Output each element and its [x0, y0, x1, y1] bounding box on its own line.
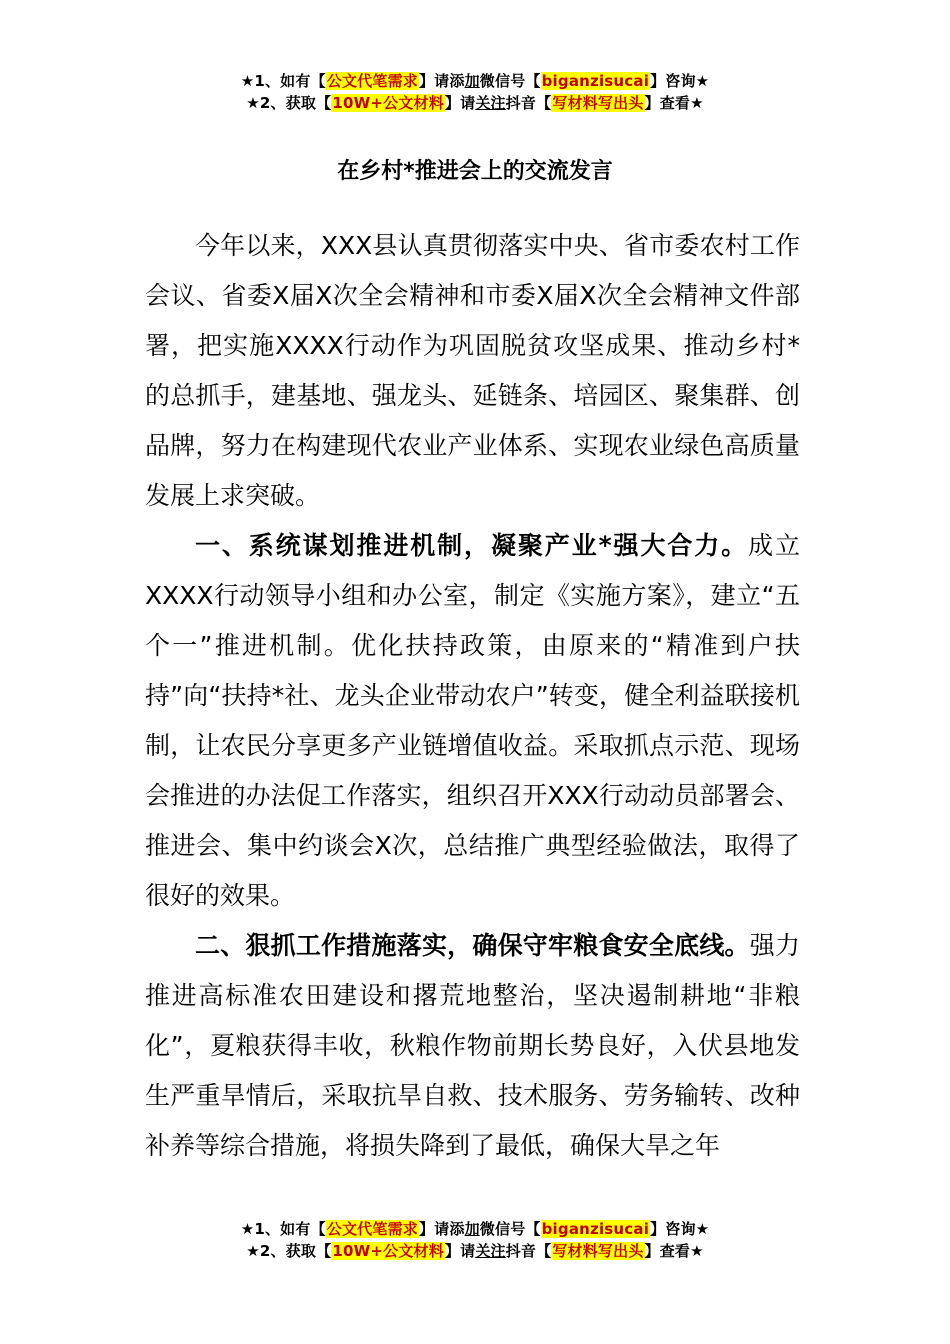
paragraph-text: 今年以来，XXX县认真贯彻落实中央、省市委农村工作会议、省委X届X次全会精神和市委X届X次全会精神文件部署，把实施XXXX行动作为巩固脱贫攻坚成果、推动乡村*的总抓手，建基地、强龙头、延链条、培园区、聚集群、创品牌，努力在构建现代农业产业体系、实现农业绿色高质量发展上求突破。	[145, 231, 800, 510]
banner-text: 】咨询★	[650, 1220, 710, 1238]
document-title: 在乡村*推进会上的交流发言	[337, 159, 613, 184]
banner-text: ★1、如有【	[240, 72, 326, 90]
banner-text: 】请	[444, 94, 476, 112]
banner-highlight: biganzisucai	[541, 72, 650, 90]
banner-line-1	[0, 70, 950, 92]
banner-text: ★1、如有【	[240, 1220, 326, 1238]
banner-highlight: 10W+公文材料	[332, 1242, 444, 1260]
document-body	[145, 221, 800, 1171]
banner-text: ★2、获取【	[246, 1242, 332, 1260]
banner-highlight: 写材料写出头	[552, 1242, 644, 1260]
paragraph-section-1	[145, 521, 800, 921]
banner-highlight: 公文代笔需求	[326, 72, 418, 90]
banner-line-2	[0, 1240, 950, 1262]
paragraph-lead: 二、狠抓工作措施落实，确保守牢粮食安全底线。	[195, 931, 750, 960]
paragraph-section-2	[145, 921, 800, 1171]
banner-text: ★2、获取【	[246, 94, 332, 112]
banner-text: 】查看★	[644, 1242, 704, 1260]
banner-emphasis: 关注	[475, 94, 506, 112]
banner-line-1	[0, 1218, 950, 1240]
banner-text: 抖音【	[505, 94, 552, 112]
paragraph-lead: 一、系统谋划推进机制，凝聚产业*强大合力。	[195, 531, 749, 560]
banner-emphasis: 加	[464, 1220, 480, 1238]
banner-highlight: 公文代笔需求	[326, 1220, 418, 1238]
banner-highlight: 10W+公文材料	[332, 94, 444, 112]
paragraph-text: 强力推进高标准农田建设和撂荒地整治，坚决遏制耕地“非粮化”，夏粮获得丰收，秋粮作物前期长势良好，入伏县地发生严重旱情后，采取抗旱自救、技术服务、劳务输转、改种补养等综合措施，将损失降到了最低，确保大旱之年	[145, 931, 800, 1160]
banner-text: 】查看★	[644, 94, 704, 112]
banner-line-2	[0, 92, 950, 114]
banner-text: 微信号【	[479, 1220, 541, 1238]
banner-text: 抖音【	[505, 1242, 552, 1260]
header-banner	[0, 70, 950, 114]
banner-emphasis: 关注	[475, 1242, 506, 1260]
banner-text: 】请添	[418, 72, 465, 90]
banner-text: 微信号【	[479, 72, 541, 90]
banner-highlight: 写材料写出头	[552, 94, 644, 112]
paragraph-text: 成立XXXX行动领导小组和办公室，制定《实施方案》，建立“五个一”推进机制。优化扶持政策，由原来的“精准到户扶持”向“扶持*社、龙头企业带动农户”转变，健全利益联接机制，让农民分享更多产业链增值收益。采取抓点示范、现场会推进的办法促工作落实，组织召开XXX行动动员部署会、推进会、集中约谈会X次，总结推广典型经验做法，取得了很好的效果。	[145, 531, 800, 910]
paragraph-intro	[145, 221, 800, 521]
banner-emphasis: 加	[464, 72, 480, 90]
banner-text: 】咨询★	[650, 72, 710, 90]
banner-text: 】请添	[418, 1220, 465, 1238]
footer-banner	[0, 1218, 950, 1262]
banner-text: 】请	[444, 1242, 476, 1260]
banner-highlight: biganzisucai	[541, 1220, 650, 1238]
